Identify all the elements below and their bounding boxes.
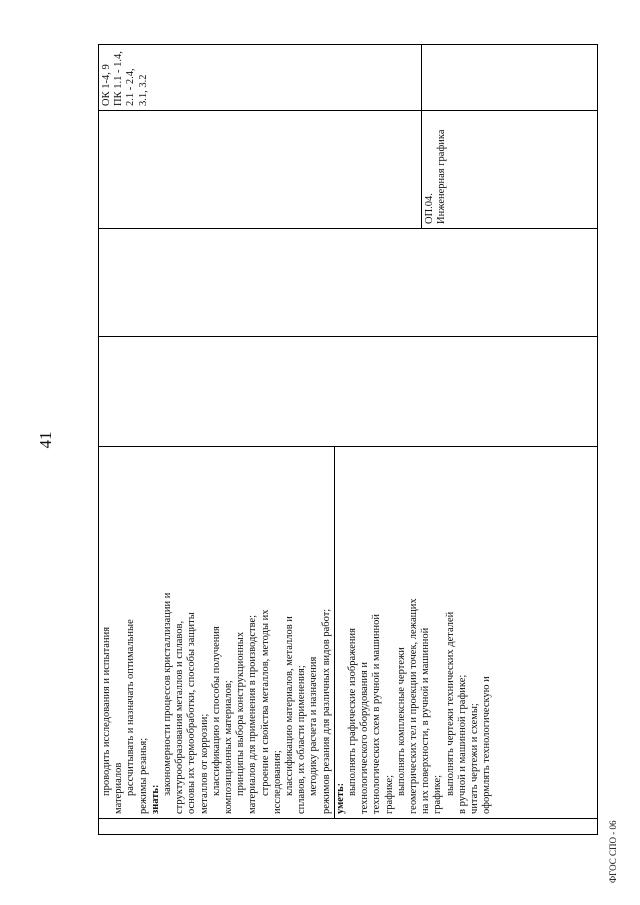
text-line: технологических схем в ручной и машинной [371,613,383,814]
competency-line: 3.1, 3.2 [137,74,149,106]
text-line: композиционных материалов; [223,680,235,814]
text-line: классификацию материалов, металлов и [284,616,296,796]
text-line: графике; [383,774,395,814]
text-line: строение и свойства металлов, методы их [259,609,271,796]
text-line: уметь: [334,447,347,818]
text-line: читать чертежи и схемы; [469,703,481,814]
competency-list [101,49,150,106]
competency-line: ОК 1-4, 9 [101,64,112,106]
text-line: классификацию и способы получения [210,626,222,796]
standards-table [98,44,598,835]
text-line: основы их термообработки, способы защиты [186,612,198,814]
footer-code: ФГОС СПО - 06 [608,820,618,883]
text-line: материалов для применения в производстве; [247,614,259,814]
text-line: сплавов, их области применения; [296,665,308,814]
discipline-cell-1 [99,111,422,229]
hours-class-cell [99,229,598,337]
text-line: выполнять чертежи технических деталей [444,611,456,796]
rotated-page [36,45,618,883]
text-line: графике; [432,774,444,814]
text-line: выполнять комплексные чертежи [395,647,407,796]
requirements-list [101,451,494,814]
text-line: проводить исследования и испытания [101,626,112,796]
requirements-cell [99,447,598,819]
text-line: геометрических тел и проекции точек, лежащих [408,598,420,814]
discipline-code-line: Инженерная графика [435,129,447,224]
text-line: оформлять технологическую и [481,676,493,814]
hours-max-cell [99,337,598,447]
text-line: рассчитывать и назначать оптимальные [125,619,137,796]
discipline-code [424,115,448,224]
text-line: металлов от коррозии; [198,713,210,814]
competency-cell-2 [421,45,597,111]
text-line: выполнять графические изображения [347,628,359,796]
competency-line: 2.1 - 2.4, [125,68,137,106]
text-line: исследования; [271,750,283,814]
text-line: знать: [149,784,161,814]
text-line: в ручной и машинной графике; [456,674,468,814]
table-row [99,45,422,835]
text-line: режимов резания для различных видов работ; [320,608,332,814]
discipline-cell-2 [421,111,597,229]
competency-line: ПК 1.1 - 1.4, [113,51,125,106]
text-line: структурообразования металлов и сплавов, [174,620,186,814]
text-line: материалов [113,762,125,814]
text-line: на их поверхности, в ручной и машинной [420,627,432,814]
competency-cell-1 [99,45,422,111]
text-line: технологического оборудования и [359,661,371,814]
index-cell [99,819,598,835]
page-number: 41 [36,431,55,449]
text-line: методику расчета и назначения [308,656,320,796]
text-line: закономерности процессов кристаллизации и [162,592,174,796]
text-line: режимы резанья; [137,737,149,814]
text-line: принципы выбора конструкционных [235,631,247,796]
discipline-code-line: ОП.04. [423,193,435,224]
